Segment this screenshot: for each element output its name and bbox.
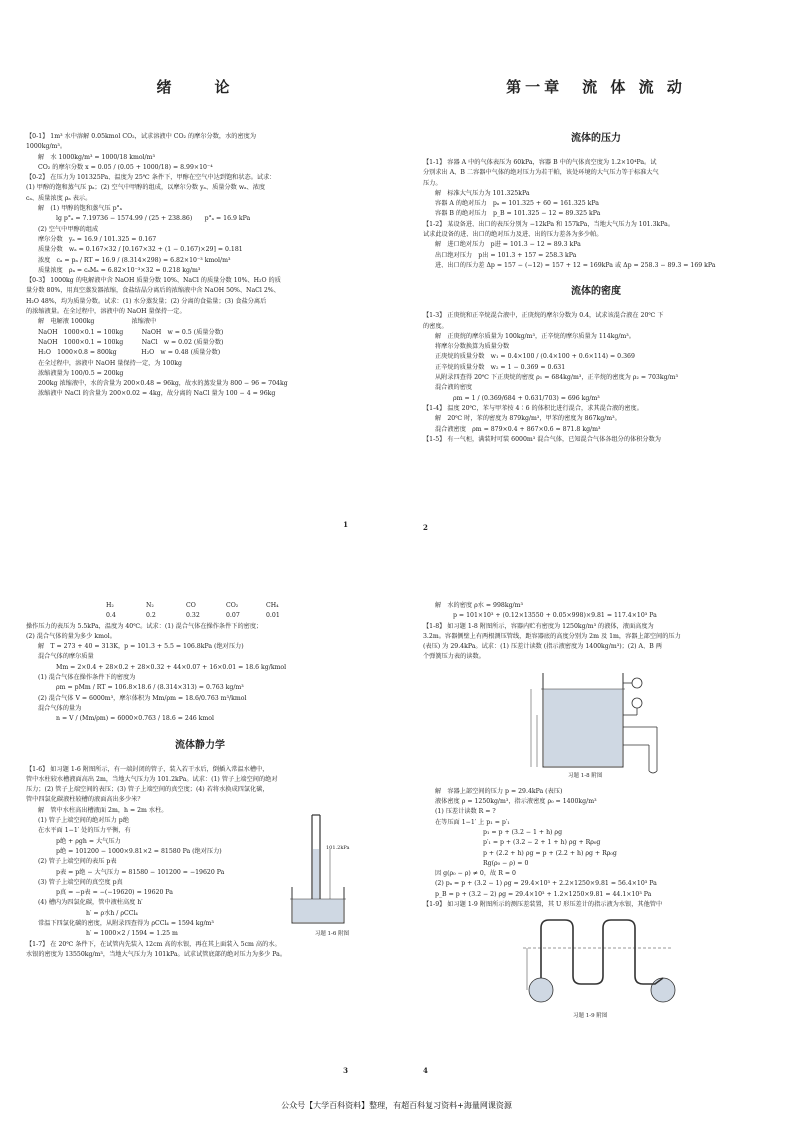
text-line: p表 = p绝 − 大气压力 = 81580 − 101200 = −19620 Pa (56, 868, 225, 876)
u-tube-diagram (423, 914, 769, 1012)
text-line: (表压) 为 29.4kPa。试求：(1) 压差计读数 (指示液密度为 1400kg/m³)；(2) A、B 两 (423, 643, 662, 651)
text-line: 【0-1】 1m³ 水中溶解 0.05kmol CO₂，试求溶液中 CO₂ 的摩尔分数，水的密度为 (26, 133, 257, 140)
text-line: 正庚烷的质量分数 w₁ = 0.4×100 / (0.4×100 + 0.6×114) = 0.369 (435, 353, 635, 361)
text-line: (1) 管子上端空间的绝对压力 p绝 (38, 817, 129, 825)
text-line: 正辛烷的质量分数 w₂ = 1 − 0.369 = 0.631 (435, 363, 566, 371)
figure-1-8 (423, 667, 769, 785)
text-line: 解 电解液 1000kg 浓缩液中 (38, 318, 157, 326)
text-line: Mm = 2×0.4 + 28×0.2 + 28×0.32 + 44×0.07 + 16×0.01 = 18.6 kg/kmol (56, 663, 287, 671)
text-line: 【1-2】 某设备进、出口的表压分别为 −12kPa 和 157kPa，当地大气压力为 101.3kPa。 (423, 220, 675, 228)
text-line: p_B = p + (3.2 − 2) ρg = 29.4×10³ + 1.2×1250×9.81 = 44.1×10³ Pa (435, 890, 652, 898)
text-line: 【0-2】 在压力为 101325Pa、温度为 25℃ 条件下，甲醇在空气中达到饱和状态。试求： (26, 174, 276, 182)
section-title: 流体的压力 (571, 133, 621, 144)
text-line: 在水平面 1−1′ 处的压力平衡，有 (38, 827, 131, 835)
text-line: 压力；(2) 管子上端空间的表压；(3) 管子上端空间的真空度；(4) 若将水换成四氯化碳， (26, 786, 269, 794)
text-line: 【1-1】 容器 A 中的气体表压为 60kPa，容器 B 中的气体真空度为 1.2×10⁴Pa。试 (423, 159, 657, 166)
text-line: 进、出口的压力差 Δp = 157 − (−12) = 157 + 12 = 169kPa 或 Δp = 258.3 − 89.3 = 169 kPa (435, 261, 716, 269)
text-block (423, 601, 769, 663)
text-line: 常温下四氯化碳的密度，从附录四查得为 ρCCl₄ = 1594 kg/m³ (38, 920, 214, 928)
text-line: p = 101×10³ + (0.12×13550 + 0.05×998)×9.81 = 117.4×10³ Pa (453, 612, 657, 620)
text-line: 浓度 cₐ = pₐ / RT = 16.9 / (8.314×298) = 6.82×10⁻³ kmol/m³ (38, 256, 231, 264)
table-cell: N₂ (146, 602, 154, 609)
page-2 (397, 0, 793, 560)
text-line: 【1-9】 如习题 1-9 附图所示的测压差装置，其 U 形压差计的指示液为水银，其他管中 (423, 901, 663, 909)
text-line: 解 标准大气压力为 101.325kPa (435, 189, 530, 197)
figure-caption: 习题 1-8 附图 (568, 772, 603, 779)
text-line: 3.2m。容器侧壁上有两根测压管线，距容器底的高度分别为 2m 及 1m，容器上部空间的压力 (423, 632, 681, 640)
text-line: (2) 混合气体的量为多少 kmol。 (26, 632, 116, 640)
text-line: H₂O 1000×0.8 = 800kg H₂O w = 0.48 (质量分数) (38, 349, 221, 357)
text-line: (2) 管子上端空间的表压 p表 (38, 858, 117, 866)
tank-diagram (423, 667, 769, 775)
text-line: 因 g(ρ₀ − ρ) ≠ 0，故 R = 0 (435, 870, 516, 878)
page-title: 绪 论 (156, 78, 244, 96)
text-line: 将摩尔分数换算为质量分数 (435, 343, 510, 351)
text-line: 【1-3】 正庚烷和正辛烷混合液中，正庚烷的摩尔分数为 0.4，试求该混合液在 20℃ 下 (423, 312, 664, 320)
text-line: p绝 = 101200 − 1000×9.81×2 = 81580 Pa (绝对压力) (56, 847, 222, 855)
text-line: (2) 混合气体 V = 6000m³，摩尔体积为 Mm/ρm = 18.6/0.763 m³/kmol (38, 694, 247, 702)
text-line: 管中水柱较水槽液面高出 2m，当地大气压力为 101.2kPa。试求：(1) 管子上端空间的绝对 (26, 775, 278, 783)
text-line: 【1-4】 温度 20℃，苯与甲苯按 4∶6 的体积比进行混合，求其混合液的密度。 (423, 404, 643, 412)
text-line: 解 管中水柱高出槽液面 2m，h = 2m 水柱。 (38, 806, 168, 814)
section-title: 流体静力学 (175, 739, 225, 751)
text-line: 解 20℃ 时，苯的密度为 879kg/m³，甲苯的密度为 867kg/m³。 (435, 415, 621, 423)
table-cell: 0.4 (106, 612, 116, 620)
pressure-label: 101.2kPa (326, 845, 350, 851)
text-line: 分别求出 A、B 二容器中气体的绝对压力为若干帕，该处环境的大气压力等于标准大气 (423, 169, 659, 177)
text-line: 1000kg/m³。 (26, 143, 67, 151)
section-title: 流体的密度 (571, 286, 621, 298)
text-line: 混合液密度 ρm = 879×0.4 + 867×0.6 = 871.8 kg/m³ (435, 425, 601, 433)
page-number: 2 (423, 523, 428, 532)
figure-caption: 习题 1-9 附图 (573, 1013, 608, 1020)
text-line: 在全过程中，溶液中 NaOH 量保持一定，为 100kg (38, 359, 182, 367)
text-line: 解 水的密度 ρ水 = 998kg/m³ (435, 602, 523, 609)
text-line: NaOH 1000×0.1 = 100kg NaCl w = 0.02 (质量分数) (38, 338, 224, 346)
text-line: 200kg 浓缩液中，水的含量为 200×0.48 = 96kg，故水的蒸发量为 800 − 96 = 704kg (38, 380, 288, 388)
figure-1-9 (423, 914, 769, 1024)
text-block (423, 158, 769, 271)
table-row (106, 611, 374, 621)
text-line: p真 = −p表 = −(−19620) = 19620 Pa (56, 889, 173, 897)
composition-table (26, 601, 374, 622)
text-block (26, 622, 374, 725)
text-block (423, 311, 769, 445)
text-line: (1) 甲醇的饱和蒸气压 pₐ；(2) 空气中甲醇的组成，以摩尔分数 yₐ、质量分数 wₐ、浓度 (26, 184, 266, 192)
text-line: 容器 B 的绝对压力 p_B = 101.325 − 12 = 89.325 kPa (435, 210, 601, 218)
text-line: CO₂ 的摩尔分数 x = 0.05 / (0.05 + 1000/18) = 8.99×10⁻⁴ (38, 163, 213, 171)
text-line: 容器 A 的绝对压力 pₐ = 101.325 + 60 = 161.325 kPa (435, 200, 599, 208)
text-line: 管中四氯化碳液柱较槽的液面高出多少米？ (26, 796, 144, 804)
text-line: (2) pₐ = p + (3.2 − 1) ρg = 29.4×10³ + 2.2×1250×9.81 = 56.4×10³ Pa (435, 880, 657, 888)
figure-caption: 习题 1-6 附图 (314, 931, 350, 938)
text-line: 混合气体的量为 (38, 704, 82, 712)
text-line: (2) 空气中甲醇的组成 (38, 225, 99, 233)
text-line: 质量浓度 ρₐ = cₐMₐ = 6.82×10⁻³×32 = 0.218 kg/m³ (38, 266, 201, 274)
text-line: (1) 压差计读数 R = ? (435, 808, 496, 816)
text-line: 解 进口绝对压力 p进 = 101.3 − 12 = 89.3 kPa (435, 241, 581, 249)
text-line: Rg(ρ₀ − ρ) = 0 (483, 859, 529, 867)
text-line: 出口绝对压力 p出 = 101.3 + 157 = 258.3 kPa (435, 251, 577, 259)
table-row (106, 601, 374, 611)
text-line: 解 容器上部空间的压力 p = 29.4kPa (表压) (435, 787, 563, 795)
chapter-title: 第一章 流 体 流 动 (506, 78, 686, 96)
table-cell: 0.01 (266, 612, 280, 620)
table-cell: H₂ (106, 602, 114, 609)
text-line: NaOH 1000×0.1 = 100kg NaOH w = 0.5 (质量分数) (38, 328, 224, 336)
page-number: 1 (343, 520, 348, 529)
table-cell: 0.2 (146, 612, 156, 620)
text-line: 【1-8】 如习题 1-8 附图所示，容器内贮有密度为 1250kg/m³ 的液体，液面高度为 (423, 622, 654, 630)
text-line: 浓缩液中 NaCl 的含量为 200×0.02 = 4kg，故分离的 NaCl 量为 100 − 4 = 96kg (38, 390, 276, 398)
text-block (26, 132, 374, 400)
page-1 (0, 0, 396, 560)
text-line: 压力。 (423, 179, 442, 187)
text-line: 解 水 1000kg/m³ = 1000/18 kmol/m³ (38, 153, 155, 161)
text-line: 的密度。 (423, 322, 448, 330)
text-line: 水银的密度为 13550kg/m³，当地大气压力为 101kPa。试求试管底部的绝对压力为多少 Pa。 (26, 950, 287, 958)
text-line: H₂O 48%，均为质量分数。试求：(1) 水分蒸发量；(2) 分离的食盐量；(3) 食盐分离后 (26, 297, 267, 305)
text-line: 量分数 80%，用真空蒸发器浓缩，食盐结晶分离后的浓缩液中含 NaOH 50%、NaCl 2%、 (26, 287, 280, 295)
table-cell: 0.07 (226, 612, 240, 620)
tube-diagram (282, 809, 362, 929)
text-line: 【1-6】 如习题 1-6 附图所示，有一端封闭的管子，装入若干水后，倒插入常温水槽中， (26, 765, 269, 773)
text-line: 摩尔分数 yₐ = 16.9 / 101.325 = 0.167 (38, 235, 157, 243)
text-line: p₁ = p + (3.2 − 1 + h) ρg (483, 828, 563, 836)
text-line: 【1-7】 在 20℃ 条件下，在试管内先装入 12cm 高的水银，再在其上面装入 5cm 高的水。 (26, 940, 281, 948)
text-line: 的浓缩液量。在全过程中，溶液中的 NaOH 量保持一定。 (26, 308, 186, 316)
text-line: ρm = pMm / RT = 106.8×18.6 / (8.314×313) = 0.763 kg/m³ (56, 684, 244, 692)
text-line: (3) 管子上端空间的真空度 p真 (38, 878, 123, 886)
text-block (423, 787, 769, 911)
text-line: 在等压面 1−1′ 上 p₁ = p′₁ (435, 818, 510, 826)
text-line: 质量分数 wₐ = 0.167×32 / [0.167×32 + (1 − 0.167)×29] = 0.181 (38, 246, 243, 254)
text-line: 解 正庚烷的摩尔质量为 100kg/m³，正辛烷的摩尔质量为 114kg/m³。 (435, 332, 635, 340)
table-cell: 0.32 (186, 612, 200, 620)
text-line: 液体密度 ρ = 1250kg/m³，指示液密度 ρ₀ = 1400kg/m³ (435, 798, 597, 806)
text-line: n = V / (Mm/ρm) = 6000×0.763 / 18.6 = 246 kmol (56, 715, 214, 723)
text-line: cₐ、质量浓度 ρₐ 表示。 (26, 194, 92, 202)
text-line: 试求此设备的进、出口的绝对压力及进、出的压力差各为多少帕。 (423, 231, 603, 239)
text-line: (1) 混合气体在操作条件下的密度为 (38, 674, 136, 682)
text-line: 【1-5】 有一气柜，满装时可装 6000m³ 混合气体，已知混合气体各组分的体积分数为 (423, 435, 661, 443)
figure-1-6 (282, 809, 362, 949)
text-line: 从附录四查得 20℃ 下正庚烷的密度 ρ₁ = 684kg/m³，正辛烷的密度为 ρ₂ = 703kg/m³ (435, 374, 678, 382)
table-cell: CO (186, 602, 196, 609)
text-line: (4) 槽内为四氯化碳，管中液柱高度 h′ (38, 899, 143, 907)
text-line: lg p°ₐ = 7.19736 − 1574.99 / (25 + 238.86) p°ₐ = 16.9 kPa (56, 215, 251, 223)
text-line: 解 (1) 甲醇的饱和蒸气压 p°ₐ (38, 205, 123, 213)
text-line: 操作压力的表压为 5.5kPa，温度为 40℃。试求：(1) 混合气体在操作条件下的密度； (26, 622, 263, 630)
table-cell: CO₂ (226, 602, 239, 609)
page-number: 4 (423, 1066, 428, 1075)
text-line: 浓缩液量为 100/0.5 = 200kg (38, 369, 124, 377)
page-number: 3 (343, 1066, 348, 1075)
text-line: 混合液的密度 (435, 384, 473, 392)
text-line: 混合气体的摩尔质量 (38, 653, 94, 661)
text-line: h′ = ρ水h / ρCCl₄ (86, 909, 138, 917)
page-3 (0, 561, 396, 1121)
text-line: 个弹簧压力表的读数。 (423, 653, 485, 661)
text-line: p′₁ = p + (3.2 − 2 + 1 + h) ρg + Rρ₀g (483, 839, 601, 847)
text-line: h′ = 1000×2 / 1594 = 1.25 m (86, 930, 178, 938)
table-cell: CH₄ (266, 602, 279, 609)
text-line: p绝 + ρgh = 大气压力 (56, 837, 121, 845)
page-4 (397, 561, 793, 1121)
footer-watermark: 公众号【大学百科资料】整理，有超百科复习资料+海量网课资源 (281, 1101, 512, 1110)
text-line: 【0-3】 1000kg 的电解液中含 NaOH 质量分数 10%、NaCl 的质量分数 10%、H₂O 的质 (26, 277, 281, 285)
text-line: 解 T = 273 + 40 = 313K，p = 101.3 + 5.5 = 106.8kPa (绝对压力) (38, 643, 244, 651)
text-line: p + (2.2 + h) ρg = p + (2.2 + h) ρg + Rρ₀g (483, 849, 617, 857)
text-line: ρm = 1 / (0.369/684 + 0.631/703) = 696 kg/m³ (453, 394, 600, 402)
